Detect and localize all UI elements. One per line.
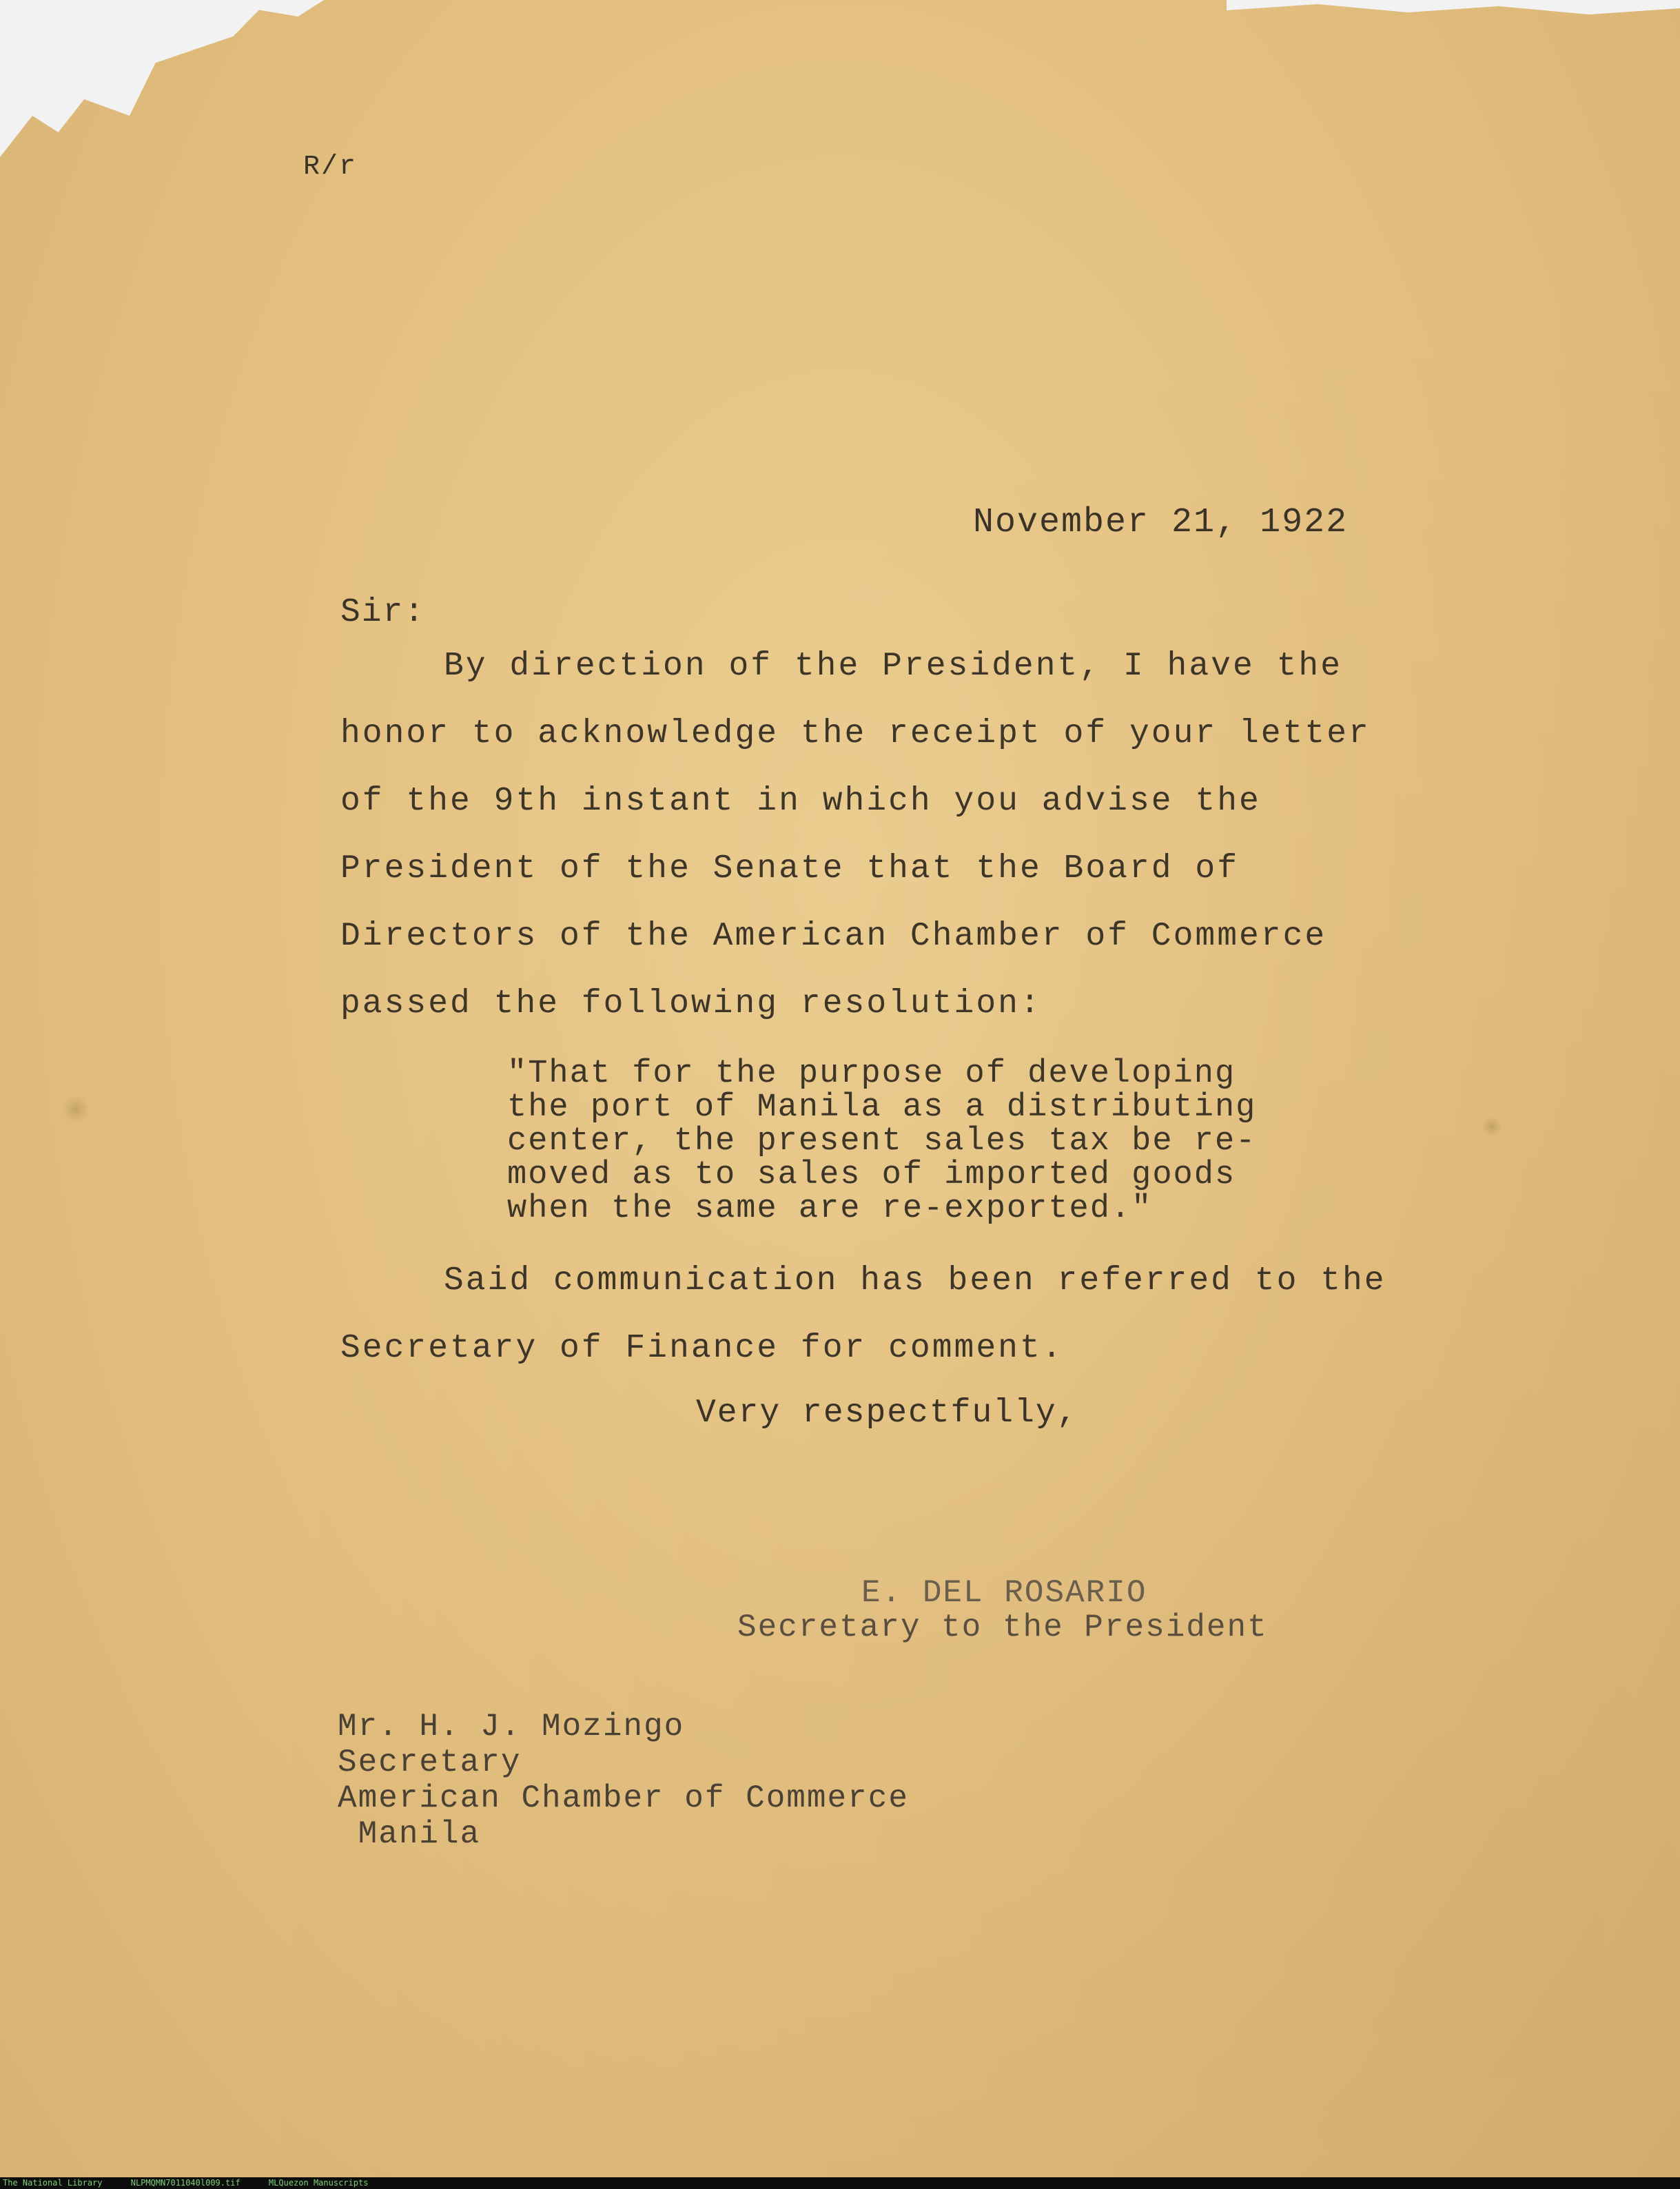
addressee-block <box>338 1709 909 1852</box>
quote-line: "That for the purpose of developing <box>507 1056 1236 1092</box>
paper-stain <box>1482 1116 1502 1137</box>
salutation: Sir: <box>340 594 426 631</box>
addressee-line: Secretary <box>338 1745 522 1780</box>
quote-line: the port of Manila as a distributing <box>507 1089 1257 1126</box>
footer-library: The National Library <box>3 2178 103 2188</box>
quote-line: moved as to sales of imported goods <box>507 1157 1236 1193</box>
body-paragraph-1: By direction of the President, I have the honor to acknowledge the receipt of your letter of the 9th instant in which you advise the President of the Senate that the Board of Directors of the American Chamber of Commerce passed the following resolution: <box>340 648 1371 1022</box>
addressee-line: Manila <box>338 1816 481 1852</box>
quoted-resolution <box>507 1057 1334 1226</box>
signature-name: E. DEL ROSARIO <box>861 1575 1147 1611</box>
signature-title: Secretary to the President <box>737 1610 1268 1645</box>
quote-line: when the same are re-exported." <box>507 1191 1153 1227</box>
quote-line: center, the present sales tax be re- <box>507 1123 1257 1160</box>
reference-initials: R/r <box>303 152 358 183</box>
scan-footer <box>0 2177 1680 2189</box>
torn-top-edge <box>1227 0 1680 21</box>
addressee-line: Mr. H. J. Mozingo <box>338 1709 685 1745</box>
footer-file: NLPMQMN7011040l009.tif <box>130 2178 240 2188</box>
closing: Very respectfully, <box>696 1395 1078 1432</box>
letter-date: November 21, 1922 <box>973 503 1349 542</box>
torn-corner <box>0 0 324 165</box>
footer-collection: MLQuezon Manuscripts <box>268 2178 369 2188</box>
paper-stain <box>62 1096 90 1123</box>
addressee-line: American Chamber of Commerce <box>338 1780 909 1816</box>
body-paragraph-2: Said communication has been referred to the Secretary of Finance for comment. <box>340 1262 1386 1367</box>
